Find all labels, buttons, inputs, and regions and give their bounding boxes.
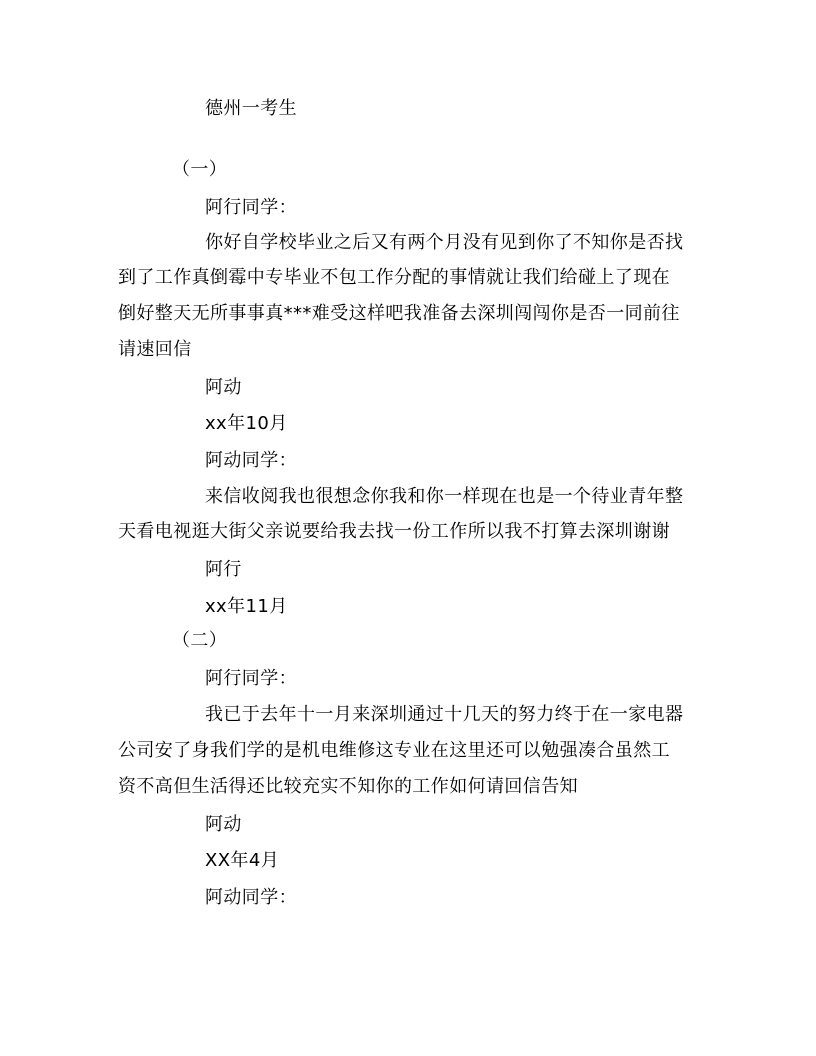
body-line: 你好自学校毕业之后又有两个月没有见到你了不知你是否找 <box>205 232 684 253</box>
body-line: 到了工作真倒霉中专毕业不包工作分配的事情就让我们给碰上了现在 <box>118 267 670 288</box>
salutation: 阿动同学： <box>205 887 297 908</box>
body-line: 来信收阅我也很想念你我和你一样现在也是一个待业青年整 <box>205 486 684 507</box>
section-marker-2: （二） <box>172 630 228 651</box>
salutation: 阿动同学： <box>205 450 297 471</box>
body-line: 请速回信 <box>118 339 192 360</box>
signature: 阿行 <box>205 559 242 580</box>
body-line: 倒好整天无所事事真***难受这样吧我准备去深圳闯闯你是否一同前往 <box>118 303 680 324</box>
date: xx年10月 <box>205 413 288 434</box>
author-line: 德州一考生 <box>205 98 297 119</box>
signature: 阿动 <box>205 377 242 398</box>
section-marker-1: （一） <box>172 159 228 180</box>
date: xx年11月 <box>205 596 288 617</box>
body-line: 公司安了身我们学的是机电维修这专业在这里还可以勉强凑合虽然工 <box>118 740 670 761</box>
body-line: 资不高但生活得还比较充实不知你的工作如何请回信告知 <box>118 776 578 797</box>
body-line: 我已于去年十一月来深圳通过十几天的努力终于在一家电器 <box>205 704 684 725</box>
salutation: 阿行同学： <box>205 197 297 218</box>
date: XX年4月 <box>205 850 280 871</box>
body-line: 天看电视逛大街父亲说要给我去找一份工作所以我不打算去深圳谢谢 <box>118 521 670 542</box>
signature: 阿动 <box>205 814 242 835</box>
salutation: 阿行同学： <box>205 668 297 689</box>
